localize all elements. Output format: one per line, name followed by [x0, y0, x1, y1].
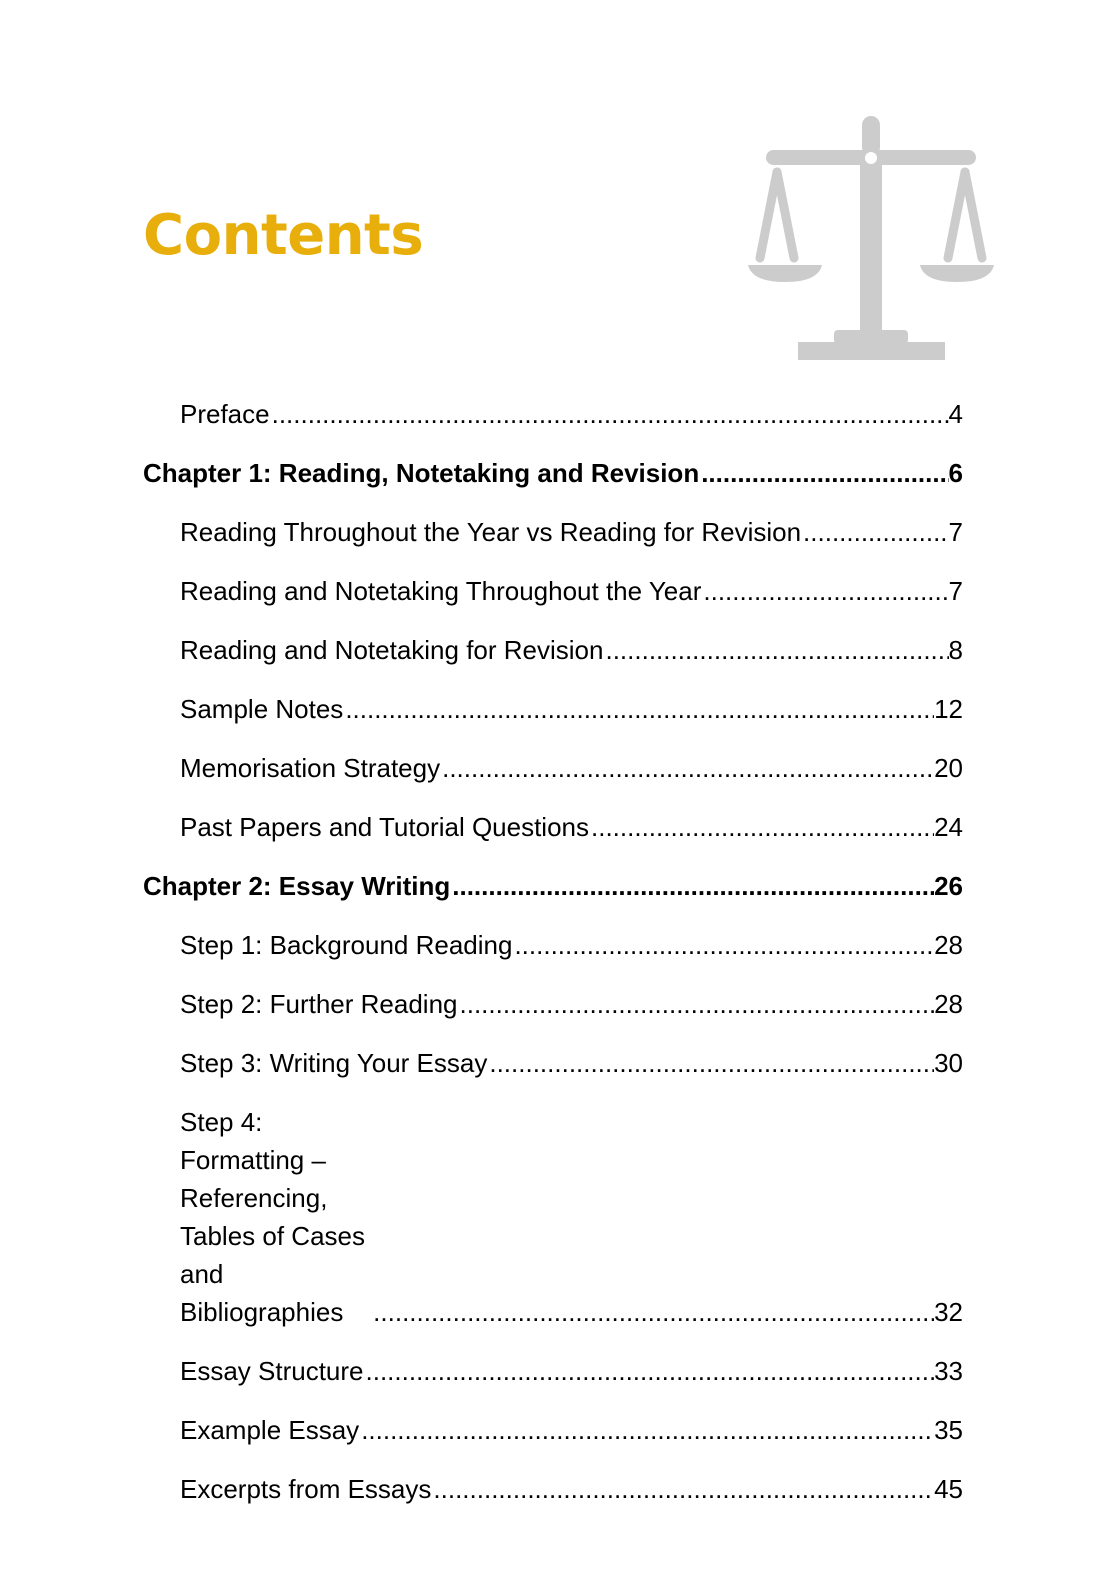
dot-leader: [603, 631, 948, 669]
dot-leader: [512, 926, 934, 964]
toc-entry-label: Step 2: Further Reading: [180, 989, 458, 1019]
toc-entry-notetaking-year[interactable]: [143, 572, 963, 610]
toc-entry-page: 28: [934, 930, 963, 960]
dot-leader: [343, 690, 934, 728]
toc-entry-label: Memorisation Strategy: [180, 753, 441, 783]
toc-entry-label: Chapter 2: Essay Writing: [143, 871, 451, 901]
toc-entry-label: Reading Throughout the Year vs Reading for Revision: [180, 517, 802, 547]
toc-entry-label: Essay Structure: [180, 1356, 364, 1386]
toc-entry-page: 20: [934, 753, 963, 783]
dot-leader: [431, 1470, 934, 1508]
toc-entry-page: 4: [948, 399, 963, 429]
toc-entry-label: Step 3: Writing Your Essay: [180, 1048, 488, 1078]
toc-entry-page: 33: [934, 1356, 963, 1386]
toc-entry-notetaking-revision[interactable]: [143, 631, 963, 669]
dot-leader: [364, 1352, 935, 1390]
toc-entry-sample-notes[interactable]: [143, 690, 963, 728]
toc-entry-excerpts[interactable]: [143, 1470, 963, 1508]
dot-leader: [270, 395, 949, 433]
toc-entry-label: Sample Notes: [180, 694, 344, 724]
toc-entry-page: 8: [948, 635, 963, 665]
toc-entry-essay-structure[interactable]: [143, 1352, 963, 1390]
dot-leader: [699, 454, 948, 492]
toc-entry-label: Past Papers and Tutorial Questions: [180, 812, 590, 842]
toc-entry-label: Excerpts from Essays: [180, 1474, 432, 1504]
toc-entry-page: 30: [934, 1048, 963, 1078]
toc-entry-past-papers[interactable]: [143, 808, 963, 846]
dot-leader: [450, 867, 934, 905]
toc-entry-step-3[interactable]: [143, 1044, 963, 1082]
toc-entry-page: 35: [934, 1415, 963, 1445]
dot-leader: [701, 572, 948, 610]
toc-entry-label: [180, 1103, 371, 1331]
dot-leader: [371, 1293, 934, 1331]
toc-entry-step-4[interactable]: [143, 1103, 963, 1331]
toc-entry-memorisation-strategy[interactable]: [143, 749, 963, 787]
toc-entry-chapter-1[interactable]: [143, 454, 963, 492]
toc-entry-label: Reading and Notetaking for Revision: [180, 635, 604, 665]
dot-leader: [801, 513, 948, 551]
toc-entry-label: Reading and Notetaking Throughout the Year: [180, 576, 702, 606]
toc-entry-label-line-2: Bibliographies: [180, 1297, 344, 1327]
toc-entry-page: 7: [948, 576, 963, 606]
toc-entry-page: 45: [934, 1474, 963, 1504]
toc-entry-example-essay[interactable]: [143, 1411, 963, 1449]
toc-entry-reading-year-vs-revision[interactable]: [143, 513, 963, 551]
dot-leader: [359, 1411, 934, 1449]
toc-entry-label: Preface: [180, 399, 270, 429]
balance-scales-icon: [744, 110, 1004, 370]
page-title: Contents: [143, 203, 424, 268]
dot-leader: [487, 1044, 934, 1082]
toc-entry-chapter-2[interactable]: [143, 867, 963, 905]
toc-entry-page: 32: [934, 1297, 963, 1327]
dot-leader: [458, 985, 935, 1023]
toc-entry-page: 28: [934, 989, 963, 1019]
toc-entry-label-line-1: Step 4: Formatting – Referencing, Tables of Cases and: [180, 1107, 365, 1289]
toc-entry-page: 24: [934, 812, 963, 842]
dot-leader: [589, 808, 934, 846]
toc-entry-page: 6: [948, 458, 963, 488]
toc-entry-label: Example Essay: [180, 1415, 360, 1445]
toc-entry-preface[interactable]: [143, 395, 963, 433]
table-of-contents: [143, 395, 963, 1529]
toc-entry-label: Step 1: Background Reading: [180, 930, 513, 960]
dot-leader: [440, 749, 934, 787]
toc-entry-page: 7: [948, 517, 963, 547]
toc-entry-page: 12: [934, 694, 963, 724]
toc-entry-step-2[interactable]: [143, 985, 963, 1023]
toc-entry-label: Chapter 1: Reading, Notetaking and Revision: [143, 458, 700, 488]
toc-entry-page: 26: [934, 871, 963, 901]
toc-entry-step-1[interactable]: [143, 926, 963, 964]
